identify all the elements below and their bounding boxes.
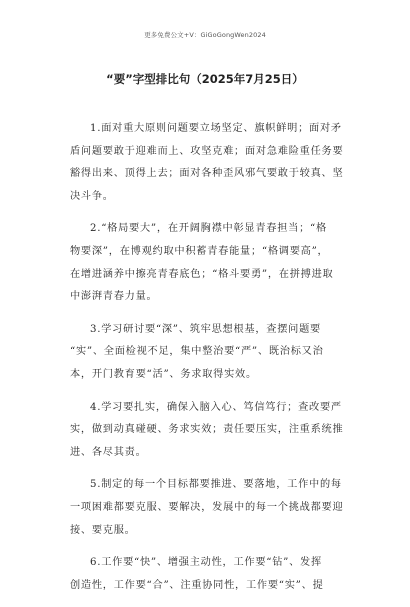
paragraph-line: 物要深”，在博观约取中积蓄青春能量；“格调要高”， xyxy=(70,245,329,257)
paragraph-line: 2.“格局要大”，在开阔胸襟中彰显青春担当；“格 xyxy=(90,223,327,235)
paragraph-line: 5.制定的每一个目标都要推进、要落地，工作中的每 xyxy=(90,479,342,491)
paragraph-line: 实，做到动真碰硬、务求实效；责任要压实，注重系统推 xyxy=(70,424,344,436)
paragraph-line: 决斗争。 xyxy=(70,190,114,202)
watermark-text: 更多免费公文+V：GiGoGongWen2024 xyxy=(144,31,266,39)
paragraph-1 xyxy=(70,118,348,208)
paragraph-4 xyxy=(70,397,348,465)
paragraph-line: 3.学习研讨要“深”、筑牢思想根基，查摆问题要 xyxy=(90,323,321,335)
paragraph-line: 接、要克服。 xyxy=(70,524,136,536)
paragraph-line: 进、各尽其责。 xyxy=(70,446,147,458)
paragraph-line: “实”、全面检视不足，集中整治要“严”、既治标又治 xyxy=(70,346,324,358)
paragraph-line: 中澎湃青春力量。 xyxy=(70,291,158,303)
paragraph-line: 本，开门教育要“活”、务求取得实效。 xyxy=(70,368,257,380)
paragraph-5 xyxy=(70,474,348,542)
paragraph-line: 豁得出来、顶得上去；面对各种歪风邪气要敢于较真、坚 xyxy=(70,168,344,180)
document-title: “要”字型排比句（2025年7月25日） xyxy=(106,72,304,86)
paragraph-3 xyxy=(70,319,348,387)
paragraph-line: 4.学习要扎实，确保入脑入心、笃信笃行；查改要严 xyxy=(90,401,342,413)
paragraph-line: 盾问题要敢于迎难而上、攻坚克难；面对急难险重任务要 xyxy=(70,145,344,157)
paragraph-line: 创造性，工作要“合”、注重协同性，工作要“实”、提 xyxy=(70,579,324,591)
paragraph-2 xyxy=(70,218,348,308)
paragraph-line: 1.面对重大原则问题要立场坚定、旗帜鲜明；面对矛 xyxy=(90,123,342,134)
paragraph-line: 6.工作要“快”、增强主动性，工作要“钻”、发挥 xyxy=(90,557,322,569)
paragraph-6 xyxy=(70,552,348,597)
paragraph-line: 在增进涵养中擦亮青春底色；“格斗要勇”，在拼搏进取 xyxy=(70,268,334,280)
paragraph-line: 一项困难都要克服、要解决，发展中的每一个挑战都要迎 xyxy=(70,501,344,513)
document-body xyxy=(70,118,348,607)
